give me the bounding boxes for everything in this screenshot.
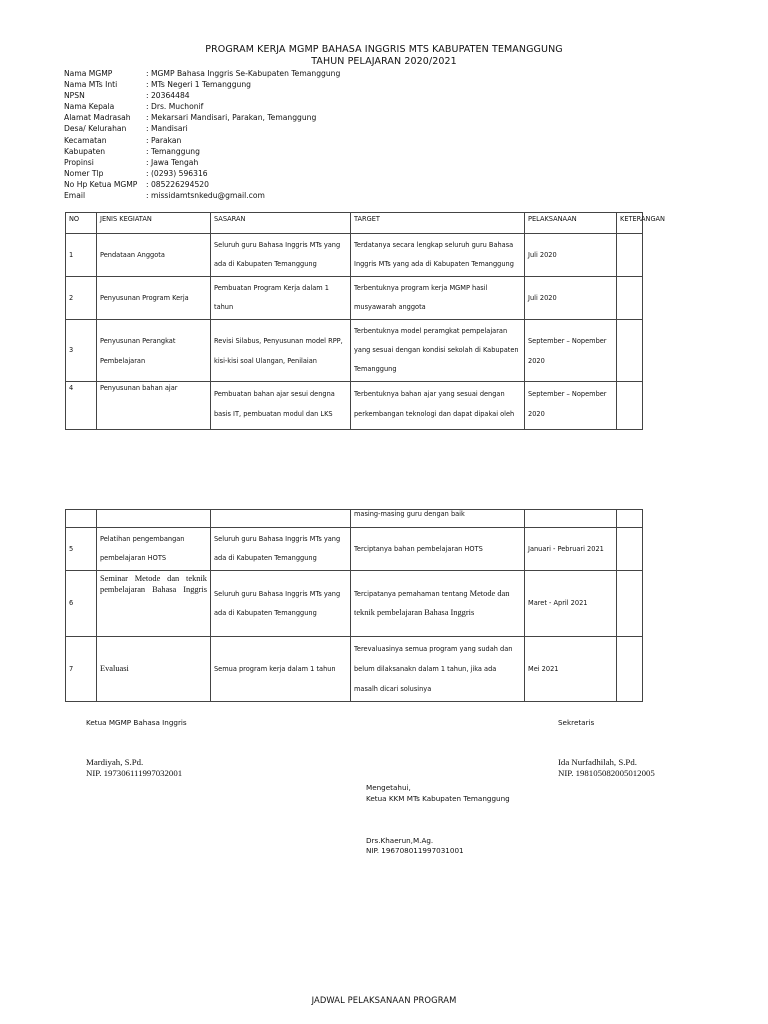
cell-sasaran: Pembuatan bahan ajar sesui dengna basis IT, pembuatan modul dan LKS <box>211 382 351 430</box>
right-signatory-name: Ida Nurfadhilah, S.Pd. <box>558 757 637 767</box>
cell-no: 1 <box>66 234 97 277</box>
info-label: Nama MGMP <box>64 69 113 78</box>
info-row <box>64 157 340 168</box>
info-row <box>64 135 340 146</box>
header-no: NO <box>66 213 97 234</box>
info-label: NPSN <box>64 91 85 101</box>
cell-pelaksanaan: Juli 2020 <box>525 234 617 277</box>
cell-target: Terciptanya bahan pembelajaran HOTS <box>351 528 525 571</box>
table-row <box>66 277 643 320</box>
info-label: Email <box>64 191 86 201</box>
info-value: : 20364484 <box>146 91 190 101</box>
program-table-continued <box>65 509 643 702</box>
info-row <box>64 123 340 134</box>
table-row <box>66 637 643 702</box>
header-target: TARGET <box>351 213 525 234</box>
header-pelaksanaan: PELAKSANAAN <box>525 213 617 234</box>
cell-sasaran: Revisi Silabus, Penyusunan model RPP, kisi-kisi soal Ulangan, Penilaian <box>211 320 351 382</box>
info-label: Alamat Madrasah <box>64 113 131 123</box>
cell-sasaran: Pembuatan Program Kerja dalam 1 tahun <box>211 277 351 320</box>
table-row <box>66 528 643 571</box>
cell-keterangan <box>617 320 643 382</box>
info-row <box>64 112 340 123</box>
header-keterangan: KETERANGAN <box>617 213 643 234</box>
info-row <box>64 179 340 190</box>
info-value: : Mekarsari Mandisari, Parakan, Temanggung <box>146 113 317 123</box>
cell-keterangan <box>617 571 643 637</box>
cell-keterangan <box>617 528 643 571</box>
info-value: : Drs. Muchonif <box>146 102 204 112</box>
cell-kegiatan: Penyusunan bahan ajar <box>97 382 211 430</box>
info-row <box>64 101 340 112</box>
table-row <box>66 571 643 637</box>
cell-no <box>66 510 97 528</box>
cell-keterangan <box>617 637 643 702</box>
center-signatory-role: Ketua KKM MTs Kabupaten Temanggung <box>366 794 510 803</box>
info-label: Nama MTs Inti <box>64 80 118 90</box>
info-row <box>64 90 340 101</box>
right-signatory-role: Sekretaris <box>558 718 595 727</box>
kegiatan-serif-text: Evaluasi <box>100 664 129 674</box>
info-label: Desa/ Kelurahan <box>64 124 127 134</box>
cell-pelaksanaan <box>525 510 617 528</box>
target-prefix: Tercipatanya pemahaman tentang <box>354 589 470 598</box>
cell-target: masing-masing guru dengan baik <box>351 510 525 528</box>
table-row <box>66 320 643 382</box>
header-jenis-kegiatan: JENIS KEGIATAN <box>97 213 211 234</box>
info-label: No Hp Ketua MGMP <box>64 179 138 189</box>
table-header-row <box>66 213 643 234</box>
cell-target: Terbentuknya program kerja MGMP hasil musyawarah anggota <box>351 277 525 320</box>
identity-block <box>64 68 340 201</box>
cell-pelaksanaan: September – Nopember 2020 <box>525 382 617 430</box>
cell-pelaksanaan: Januari - Pebruari 2021 <box>525 528 617 571</box>
schedule-title: JADWAL PELAKSANAAN PROGRAM <box>311 995 457 1005</box>
left-signatory-name: Mardiyah, S.Pd. <box>86 757 144 767</box>
info-row <box>64 79 340 90</box>
cell-keterangan <box>617 234 643 277</box>
cell-keterangan <box>617 277 643 320</box>
info-value: : MTs Negeri 1 Temanggung <box>146 80 251 90</box>
info-value: : Temanggung <box>146 146 200 156</box>
document-subtitle: TAHUN PELAJARAN 2020/2021 <box>311 56 457 67</box>
info-label: Nama Kepala <box>64 102 115 112</box>
kegiatan-serif-text: Seminar Metode dan teknik pembelajaran Bahasa Inggris <box>100 574 207 595</box>
cell-pelaksanaan: Juli 2020 <box>525 277 617 320</box>
info-value: : Jawa Tengah <box>146 157 199 167</box>
cell-kegiatan <box>97 510 211 528</box>
header-sasaran: SASARAN <box>211 213 351 234</box>
cell-no: 2 <box>66 277 97 320</box>
cell-keterangan <box>617 382 643 430</box>
info-label: Nomer Tlp <box>64 168 104 178</box>
info-row <box>64 168 340 179</box>
cell-kegiatan: Pelatihan pengembangan pembelajaran HOTS <box>97 528 211 571</box>
info-label: Kabupaten <box>64 146 106 156</box>
cell-no: 4 <box>66 382 97 430</box>
cell-kegiatan <box>97 571 211 637</box>
info-row <box>64 146 340 157</box>
document-title: PROGRAM KERJA MGMP BAHASA INGGRIS MTS KABUPATEN TEMANGGUNG <box>205 44 563 55</box>
cell-kegiatan: Pendataan Anggota <box>97 234 211 277</box>
acknowledged-label: Mengetahui, <box>366 783 411 792</box>
left-signatory-nip: NIP. 197306111997032001 <box>86 768 183 778</box>
left-signatory-role: Ketua MGMP Bahasa Inggris <box>86 718 187 727</box>
table-row-continued <box>66 510 643 528</box>
cell-kegiatan: Penyusunan Perangkat Pembelajaran <box>97 320 211 382</box>
info-label: Kecamatan <box>64 135 107 145</box>
center-signatory-nip: NIP. 196708011997031001 <box>366 846 464 855</box>
table-row <box>66 382 643 430</box>
info-value: : Mandisari <box>146 124 188 134</box>
center-signatory-name: Drs.Khaerun,M.Ag. <box>366 836 434 845</box>
info-row <box>64 190 340 201</box>
right-signatory-nip: NIP. 198105082005012005 <box>558 768 655 778</box>
cell-kegiatan <box>97 637 211 702</box>
cell-sasaran <box>211 510 351 528</box>
info-value: : missidamtsnkedu@gmail.com <box>146 191 265 201</box>
cell-pelaksanaan: Maret - April 2021 <box>525 571 617 637</box>
cell-no: 3 <box>66 320 97 382</box>
cell-pelaksanaan: Mei 2021 <box>525 637 617 702</box>
info-value: : 085226294520 <box>146 179 209 189</box>
cell-no: 5 <box>66 528 97 571</box>
program-table <box>65 212 665 430</box>
target-serif: Metode dan teknik pembelajaran Bahasa Inggris <box>354 588 510 617</box>
cell-sasaran: Seluruh guru Bahasa Inggris MTs yang ada di Kabupaten Temanggung <box>211 528 351 571</box>
cell-target: Terevaluasinya semua program yang sudah dan belum dilaksanakn dalam 1 tahun, jika ada masalh dicari solusinya <box>351 637 525 702</box>
info-label: Propinsi <box>64 157 94 167</box>
table-row <box>66 234 643 277</box>
cell-target: Terbentuknya bahan ajar yang sesuai dengan perkembangan teknologi dan dapat dipakai oleh <box>351 382 525 430</box>
cell-pelaksanaan: September – Nopember 2020 <box>525 320 617 382</box>
cell-target <box>351 571 525 637</box>
info-value: : Parakan <box>146 135 182 145</box>
cell-no: 7 <box>66 637 97 702</box>
cell-keterangan <box>617 510 643 528</box>
cell-kegiatan: Penyusunan Program Kerja <box>97 277 211 320</box>
info-value: : (0293) 596316 <box>146 168 208 178</box>
cell-target: Terdatanya secara lengkap seluruh guru Bahasa Inggris MTs yang ada di Kabupaten Temanggung <box>351 234 525 277</box>
cell-sasaran: Semua program kerja dalam 1 tahun <box>211 637 351 702</box>
cell-sasaran: Seluruh guru Bahasa Inggris MTs yang ada di Kabupaten Temanggung <box>211 571 351 637</box>
info-row <box>64 68 340 79</box>
info-value: : MGMP Bahasa Inggris Se-Kabupaten Temanggung <box>146 69 341 78</box>
cell-target: Terbentuknya model peramgkat pempelajaran yang sesuai dengan kondisi sekolah di Kabupaten Temanggung <box>351 320 525 382</box>
cell-no: 6 <box>66 571 97 637</box>
cell-sasaran: Seluruh guru Bahasa Inggris MTs yang ada di Kabupaten Temanggung <box>211 234 351 277</box>
